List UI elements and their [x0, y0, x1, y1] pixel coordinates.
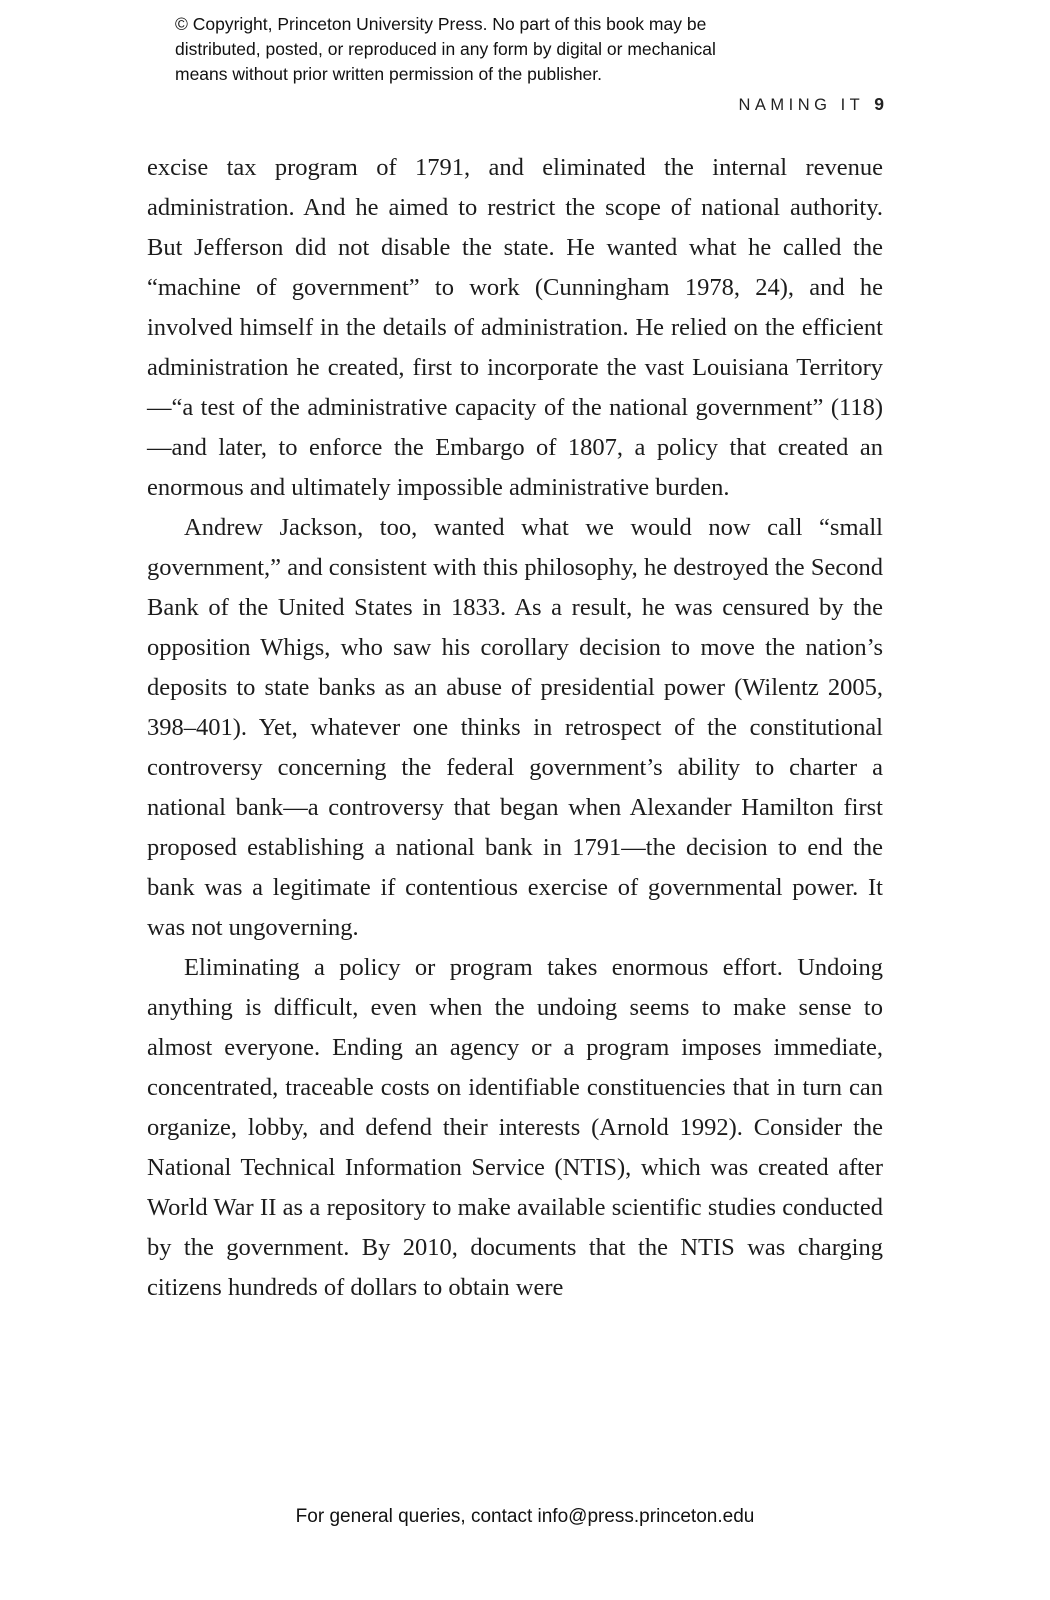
paragraph: Andrew Jackson, too, wanted what we would now call “small government,” and consistent with this philosophy, he destroyed the Second Bank of the United States in 1833. As a result, he was censured by the opposition Whigs, who saw his corollary decision to move the nation’s deposits to state banks as an abuse of presidential power (Wilentz 2005, 398–401). Yet, whatever one thinks in retrospect of the constitutional controversy concerning the federal government’s ability to charter a national bank—a controversy that began when Alexander Hamilton first proposed establishing a national bank in 1791—the decision to end the bank was a legitimate if contentious exercise of governmental power. It was not ungoverning. [147, 514, 883, 941]
copyright-notice [175, 12, 865, 87]
page-number: 9 [874, 94, 884, 114]
running-head [739, 94, 884, 115]
copyright-line: © Copyright, Princeton University Press. No part of this book may be [175, 14, 707, 34]
footer-contact: For general queries, contact info@press.princeton.edu [295, 1506, 755, 1527]
body-text [147, 148, 883, 1308]
paragraph: excise tax program of 1791, and eliminated the internal revenue administration. And he aimed to restrict the scope of national authority. But Jefferson did not disable the state. He wanted what he called the “machine of government” to work (Cunningham 1978, 24), and he involved himself in the details of administration. He relied on the efficient administration he created, first to incorporate the vast Louisiana Territory—“a test of the administrative capacity of the national government” (118)—and later, to enforce the Embargo of 1807, a policy that created an enormous and ultimately impossible administrative burden. [147, 154, 883, 501]
running-head-title: NAMING IT [738, 96, 865, 114]
paragraph: Eliminating a policy or program takes enormous effort. Undoing anything is difficult, even when the undoing seems to make sense to almost everyone. Ending an agency or a program imposes immediate, concentrated, traceable costs on identifiable constituencies that in turn can organize, lobby, and defend their interests (Arnold 1992). Consider the National Technical Information Service (NTIS), which was created after World War II as a repository to make available scientific studies conducted by the government. By 2010, documents that the NTIS was charging citizens hundreds of dollars to obtain were [147, 954, 883, 1301]
copyright-line: means without prior written permission of the publisher. [175, 64, 603, 84]
copyright-line: distributed, posted, or reproduced in any form by digital or mechanical [175, 39, 716, 59]
